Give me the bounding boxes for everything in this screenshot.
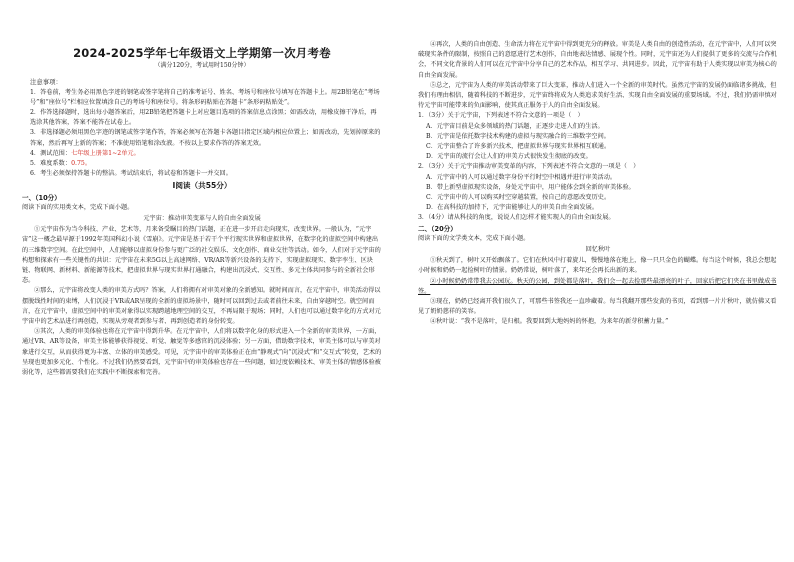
- notice-scope: [22, 149, 382, 159]
- question-stem: 3．（4分）请从科技的角度，说说人们怎样才能实现人的自由全面发展。: [418, 214, 615, 222]
- notice-item: 6．考生必须保持答题卡的整洁。考试结束后，将试卷和答题卡一并交回。: [30, 170, 232, 178]
- article-paragraph: ④秋叶说：“我不是落叶，是归根。我要回到大地妈妈的怀抱，为来年的新芽积蓄力量。”: [430, 318, 669, 326]
- article-paragraph: ①元宇宙作为当今科技、产业、艺术等，月来备受瞩目的热门话题，正在进一步开启走向现实，改变世界。一般认为，“元宇宙”这一概念最早源于1992年美国科幻小说《雪崩》。元宇宙是基于若干个平行现实世界和虚拟世界，在数字化的虚拟空间中构建出的三维数字空间。在此空间中，人们能够以虚拟身份参与更广泛的社交娱乐、文化创作、商业交往等活动。如今，人们对于元宇宙的构想和探索有一些关键性的共识：元宇宙在未来5G以上高速网络、VR/AR等新兴设备的支持下，实现虚拟现实、数字孪生、区块链、物联网、新材料、新能源等技术，把虚拟世界与现实世界打通融合，构建出沉浸式、交互性、多元主体共同参与的全新社会形态。: [22, 226, 381, 285]
- question-stem: 1．（3分）关于元宇宙，下列表述不符合文意的一项是（ ）: [418, 112, 584, 120]
- question-option: C．元宇宙整合了许多新兴技术，把虚拟世界与现实世界相互联通。: [426, 143, 611, 151]
- scope-label: 4．测试范围：: [30, 149, 72, 157]
- question-option: C．元宇宙中的人可以购买时空穿越装置，按自己的意愿改变历史。: [426, 194, 611, 202]
- article-paragraph: ③现在，奶奶已经离开我们很久了，可那些书签我还一直珍藏着。每当我翻开那些发黄的书页，看到那一片片秋叶，就仿佛又看见了奶奶慈祥的笑容。: [418, 298, 777, 316]
- notice-item: 2．作答选择题时，选出每小题答案后，用2B铅笔把答题卡上对应题目选项的答案信息点涂黑；如需改动，用橡皮擦干净后，再选涂其他答案，答案不能答在试卷上。: [30, 109, 377, 127]
- difficulty-value: 0.75。: [71, 160, 92, 168]
- question-option: B．元宇宙是依托数字技术构建的虚拟与现实融合的三维数字空间。: [426, 132, 610, 140]
- article-paragraph: ⑤总之，元宇宙为人类的审美活动带来了巨大变革，推动人们进入一个全新的审美时代。虽然元宇宙的发展仍面临诸多挑战，但我们有理由相信，随着科技的不断进步，元宇宙终将成为人类追求美好生活、实现自由全面发展的重要场域。不过，我们仍需审慎对待元宇宙可能带来的负面影响，使其真正服务于人的自由全面发展。: [418, 81, 777, 110]
- part-heading: 二、（20分）: [418, 224, 457, 233]
- exam-title: 2024-2025学年七年级语文上学期第一次月考卷: [73, 46, 331, 60]
- difficulty-label: 5．难度系数：: [30, 160, 72, 168]
- part-heading: 一、（10分）: [22, 193, 61, 202]
- question-option: A．元宇宙中的人可以通过数字身份平行时空中相遇并进行审美活动。: [426, 173, 617, 181]
- question-option: D．在高科技的加持下，元宇宙能够让人的审美自由全面发展。: [426, 204, 599, 212]
- question-option: A．元宇宙目前是众多领域的热门话题，正逐步走进人们的生活。: [426, 122, 604, 130]
- article-paragraph: ②那么，元宇宙将改变人类的审美方式吗？答案，人们将拥有对审美对象的全新感知。就时间而言，在元宇宙中，审美活动得以摆脱线性时间的束缚，人们沉浸于VR或AR呈现的全新的虚拟场景中，随时可以回到过去或者前往未来，自由穿越时空。就空间而言，在元宇宙中，虚拟空间中的审美对象得以实现跨越地理空间的交互，不再局限于现场；同时，人们也可以通过数字化的方式对元宇宙中的艺术品进行再创造，实现从旁观者到参与者、再到创造者的身份转变。: [22, 287, 381, 326]
- question-option: D．元宇宙的流行会让人们的审美方式很快发生彻底的改变。: [426, 153, 592, 161]
- reading-instruction: 阅读下面的实用类文本，完成下面小题。: [22, 203, 134, 211]
- article-paragraph: ①秋天到了，树叶又开始飘落了。它们在秋风中打着旋儿，慢慢地落在地上，像一只只金色的蝴蝶。每当这个时候，我总会想起小时候和奶奶一起捡树叶的情景。奶奶常说，树叶落了，来年还会再长出新的来。: [418, 257, 777, 275]
- right-column: [418, 40, 778, 328]
- article-paragraph: ③其次，人类的审美体验也将在元宇宙中得到升华。在元宇宙中，人们将以数字化身的形式进入一个全新的审美世界，一方面，通过VR、AR等设备，审美主体能够获得视觉、听觉、触觉等多感官的沉浸体验；另一方面，借助数字技术，审美主体可以与审美对象进行交互，从而获得更为丰富、立体的审美感受。可见，元宇宙中的审美体验正在由“静观式”向“沉浸式”和“交互式”转变，艺术的呈现也更加多元化、个性化。不过我们仍然要看到，元宇宙中的审美体验也存在一些问题，如过度依赖技术、审美主体的情感体验被弱化等，这些都需要我们在实践中不断探索和完善。: [22, 328, 382, 377]
- question-stem: 2．（3分）关于元宇宙推动审美变革的内容，下列表述不符合文意的一项是（ ）: [418, 163, 640, 171]
- question-option: B．带上新型虚拟现实设备，身处元宇宙中，用户能体会到全新的审美体验。: [426, 183, 635, 191]
- article-paragraph: ②小时候奶奶常带我去公园玩。秋天的公园，到处都是落叶，我们会一起去捡那些最漂亮的叶子，回家后把它们夹在书里做成书签。: [418, 277, 777, 295]
- notice-heading: 注意事项：: [30, 78, 62, 87]
- notice-item: 3．非选择题必须用黑色字迹的钢笔或签字笔作答，答案必须写在答题卡各题目指定区域内相应位置上；如需改动，先划掉原来的答案，然后再写上新的答案；不准使用铅笔和涂改液。不按以上要求作答的答案无效。: [30, 129, 381, 147]
- article-title: 回忆秋叶: [585, 246, 611, 254]
- notice-item: 1．答卷前，考生务必用黑色字迹的钢笔或签字笔将自己的准考证号、姓名、考场号和座位号填写在答题卡上。用2B铅笔在“考场号”和“座位号”栏相应位置填涂自己的考场号和座位号。将条形码粘贴在答题卡“条形码粘贴处”。: [30, 88, 380, 106]
- exam-subtitle: （满分120分，考试用时150分钟）: [154, 62, 250, 70]
- reading-instruction: 阅读下面的文学类文本，完成下面小题。: [418, 234, 530, 242]
- article-paragraph: ④再次，人类的自由创造、生命活力将在元宇宙中得到更充分的释放。审美是人类自由的创造性活动，在元宇宙中，人们可以突破现实条件的限制，按照自己的意愿进行艺术创作，自由地表达情感、展现个性。同时，元宇宙还为人们提供了更多的交流与合作机会，不同文化背景的人们可以在元宇宙中分享自己的艺术作品，相互学习、共同进步。因此，元宇宙有助于人类实现以审美为核心的自由全面发展。: [418, 41, 777, 79]
- section-title: Ⅰ阅读（共55分）: [172, 181, 232, 191]
- notice-difficulty: [22, 159, 382, 169]
- left-column: [22, 40, 382, 378]
- article-title: 元宇宙：推动审美变革与人的自由全面发展: [143, 215, 261, 223]
- scope-value: 七年级上册第1~2单元。: [71, 149, 140, 157]
